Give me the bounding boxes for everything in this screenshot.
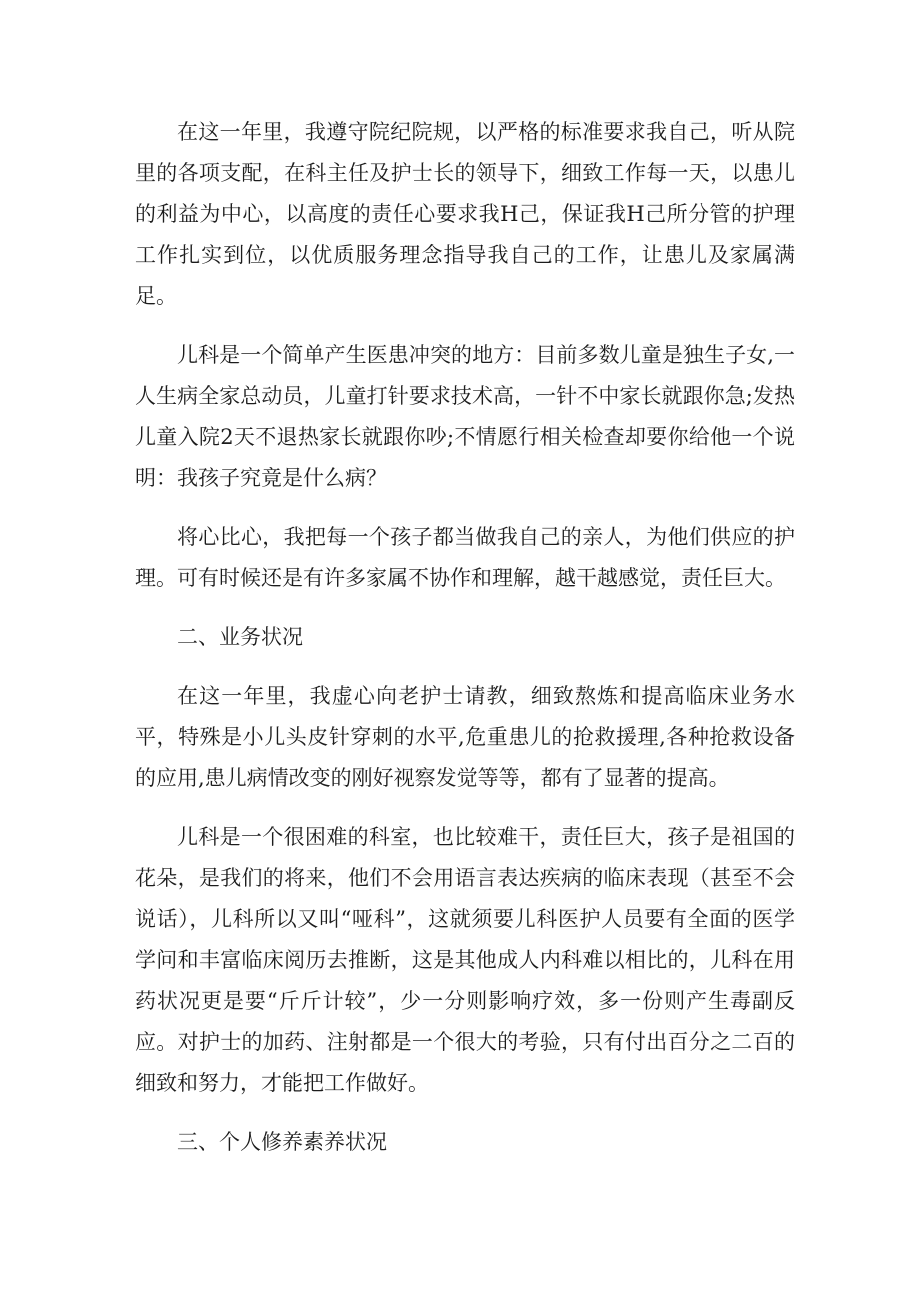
paragraph-empathy: 将心比心，我把每一个孩子都当做我自己的亲人，为他们供应的护理。可有时候还是有许多家属不协作和理解，越干越感觉，责任巨大。 (135, 525, 795, 590)
paragraph-pediatric-conflict: 儿科是一个简单产生医患冲突的地方：目前多数儿童是独生子女,一人生病全家总动员，儿童打针要求技术高，一针不中家长就跟你急;发热儿童入院2天不退热家长就跟你吵;不情愿行相关检查却要你给他一个说明：我孩子究竟是什么病？ (135, 343, 795, 490)
section-heading-personal: 三、个人修养素养状况 (177, 1130, 387, 1154)
paragraph-discipline: 在这一年里，我遵守院纪院规，以严格的标准要求我自己，听从院里的各项支配，在科主任及护士长的领导下，细致工作每一天，以患儿的利益为中心，以高度的责任心要求我H己，保证我H己所分管的护理工作扎实到位，以优质服务理念指导我自己的工作，让患儿及家属满足。 (135, 120, 795, 308)
section-heading-business: 二、业务状况 (177, 625, 303, 649)
document-body (135, 112, 795, 1181)
paragraph-pediatrics-difficulty: 儿科是一个很困难的科室，也比较难干，责任巨大，孩子是祖国的花朵，是我们的将来，他们不会用语言表达疾病的临床表现（甚至不会说话），儿科所以又叫“哑科”，这就须要儿科医护人员要有全面的医学学问和丰富临床阅历去推断，这是其他成人内科难以相比的，儿科在用药状况更是要“斤斤计较”，少一分则影响疗效，多一份则产生毒副反应。对护士的加药、注射都是一个很大的考验，只有付出百分之二百的细致和努力，才能把工作做好。 (135, 825, 795, 1095)
paragraph-skills: 在这一年里，我虚心向老护士请教，细致熬炼和提高临床业务水平，特殊是小儿头皮针穿刺的水平,危重患儿的抢救援理,各种抢救设备的应用,患儿病情改变的刚好视察发觉等等，都有了显著的提高。 (135, 684, 795, 790)
